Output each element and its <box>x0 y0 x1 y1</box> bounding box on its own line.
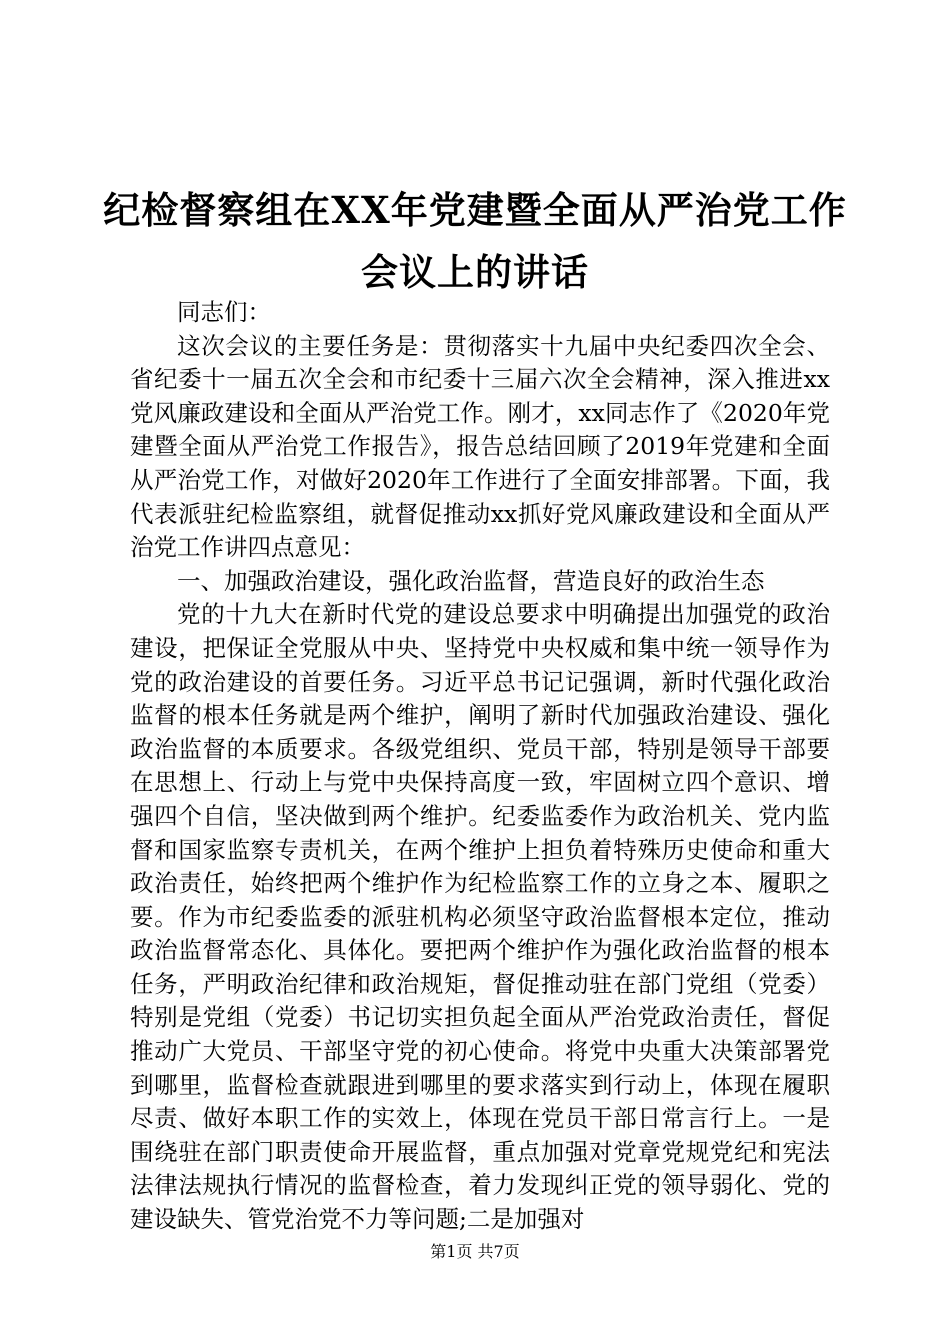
document-title-line-1: 纪检督察组在XX年党建暨全面从严治党工作 <box>103 188 847 232</box>
paragraph: 党的十九大在新时代党的建设总要求中明确提出加强党的政治建设，把保证全党服从中央、坚持党中央权威和集中统一领导作为党的政治建设的首要任务。习近平总书记记强调，新时代强化政治监督的根本任务就是两个维护，阐明了新时代加强政治建设、强化政治监督的本质要求。各级党组织、党员干部，特别是领导干部要在思想上、行动上与党中央保持高度一致，牢固树立四个意识、增强四个自信，坚决做到两个维护。纪委监委作为政治机关、党内监督和国家监察专责机关，在两个维护上担负着特殊历史使命和重大政治责任，始终把两个维护作为纪检监察工作的立身之本、履职之要。作为市纪委监委的派驻机构必须坚守政治监督根本定位，推动政治监督常态化、具体化。要把两个维护作为强化政治监督的根本任务，严明政治纪律和政治规矩，督促推动驻在部门党组（党委）特别是党组（党委）书记切实担负起全面从严治党政治责任，督促推动广大党员、干部坚守党的初心使命。将党中央重大决策部署党到哪里，监督检查就跟进到哪里的要求落实到行动上，体现在履职尽责、做好本职工作的实效上，体现在党员干部日常言行上。一是围绕驻在部门职责使命开展监督，重点加强对党章党规党纪和宪法法律法规执行情况的监督检查，着力发现纠正党的领导弱化、党的建设缺失、管党治党不力等问题;二是加强对 <box>130 600 830 1234</box>
salutation: 同志们： <box>177 298 271 326</box>
page-number-footer: 第1页 共7页 <box>430 1242 520 1261</box>
paragraph: 这次会议的主要任务是：贯彻落实十九届中央纪委四次全会、省纪委十一届五次全会和市纪委十三届六次全会精神，深入推进xx党风廉政建设和全面从严治党工作。刚才，xx同志作了《2020年党建暨全面从严治党工作报告》，报告总结回顾了2019年党建和全面从严治党工作，对做好2020年工作进行了全面安排部署。下面，我代表派驻纪检监察组，就督促推动xx抓好党风廉政建设和全面从严治党工作讲四点意见： <box>130 331 830 562</box>
section-heading: 一、加强政治建设，强化政治监督，营造良好的政治生态 <box>177 566 765 595</box>
document-title-line-2: 会议上的讲话 <box>361 250 589 294</box>
document-body <box>130 296 830 1237</box>
